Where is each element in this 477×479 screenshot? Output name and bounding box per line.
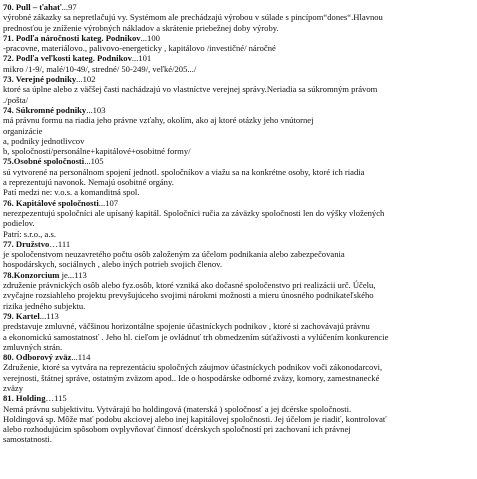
entry [3,352,471,393]
entry-title: 79. Kartel [3,310,40,321]
entry-text-line: je spoločenstvom neuzavretého počtu osôb založeným za účelom podnikania alebo zabezpečovania [3,249,345,260]
entry-text-line: Holdingová sp. Môže mať podobu akciovej alebo inej kapitálovej spoločnosti. Jej účelom je riadiť, kontrolovať [3,413,387,424]
entry-title: 81. Holding [3,393,46,404]
entry-page-ref: ...97 [61,2,77,12]
entry-text-line: združenie právnických osôb alebo fyz.osôb, ktoré vzniká ako dočasné spoločenstvo pri realizácii urč. Účelu, [3,280,376,291]
entry-text-line: organizácie [3,125,43,136]
entry-text-line: samostatnosti. [3,434,52,445]
entry-page-ref: je...113 [59,269,87,280]
entry-heading [3,270,471,280]
entry [3,105,471,156]
entry-title: 76. Kapitálové spoločnosti [3,197,99,208]
entry-body [3,167,471,198]
entry-heading [3,2,471,12]
entry-title: 80. Odborový zväz [3,352,72,363]
entry-text-line: ./pošta/ [3,94,29,105]
entry-page-ref: …115 [45,393,67,404]
entry-body [3,404,471,445]
entry-body [3,84,471,105]
entry-heading [3,352,471,362]
entry-body [3,43,471,53]
entry-title: 70. Pull – ťahať [3,2,62,12]
entry-page-ref: ...114 [71,352,91,363]
entry-page-ref: ...102 [76,74,96,85]
entry-body [3,64,471,74]
entry [3,270,471,311]
entry-text-line: rizika jedného subjektu. [3,300,86,311]
entry-page-ref: ...101 [131,53,152,64]
entry-text-line: a ekonomickú samostatnosť . Jeho hl. cieľom je ovládnuť trh obmedzením súťaživosti a vylúčením konkurencie [3,331,389,342]
entry-title: 78.Konzorcium [3,269,60,280]
entry [3,33,471,54]
entry-heading [3,198,471,208]
entry-body [3,280,471,311]
entry-text-line: hospodárskych, sociálnych , alebo iných potrieb svojich členov. [3,259,223,270]
entry-title: 71. Podľa náročnosti kateg. Podnikov [3,32,141,43]
entry-text-line: zväzy [3,382,24,393]
entry-text-line: a reprezentujú navonok. Nemajú osobitné orgány. [3,177,174,188]
entry-text-line: verejnosti, štátnej správe, ostatným zväzom apod.. Ide o hospodárske odborné zväzy, komory, zamestnanecké [3,372,380,383]
entry-text-line: prednosťou je zníženie výrobných nákladov a skrátenie priebežnej doby výroby. [3,22,279,33]
entry-title: 72. Podľa veľkosti kateg. Podnikov [3,53,132,64]
entry-text-line: -pracovne, materiálovo., palivovo-energeticky , kapitálovo /investičné/ náročné [3,43,276,54]
entry-text-line: alebo rozhodujúcim spôsobom ovplyvňovať činnosť dcérskych spoločností pri zachovaní ich právnej [3,424,351,435]
entry-heading [3,156,471,166]
entry-page-ref: ...100 [140,32,160,43]
entry-body [3,321,471,352]
entry [3,53,471,74]
entry-heading [3,393,471,403]
entry [3,311,471,352]
entry-page-ref: ...107 [98,197,119,208]
entry-text-line: výrobné zákazky sa nepretlačujú vy. Systémom ale prechádzajú výrobou v súlade s pincípom“dones“.Hlavnou [3,12,383,23]
entry-text-line: Nemá právnu subjektivitu. Vytvárajú ho holdingová (materská ) spoločnosť a jej dcérske spoločnosti. [3,403,352,414]
entry-title: 73. Verejné podniky [3,74,77,85]
entry-text-line: zmluvných strán. [3,341,63,352]
entry-page-ref: ...113 [39,310,59,321]
entry-text-line: zvyčajne rozsiahleho projektu prevyšujúceho svojimi nárokmi možnosti a mieru únosného podnikateľského [3,290,374,301]
entry-title: 77. Družstvo [3,238,50,249]
entry-text-line: Združenie, ktoré sa vytvára na reprezentáciu spoločných záujmov účastníckych podnikov voči zákonodarcovi, [3,362,383,373]
entry-heading [3,239,471,249]
entry-body [3,12,471,33]
entry-text-line: nerezpezentujú spoločníci ale upísaný kapitál. Spoločníci ručia za záväzky spoločnosti len do výšky vložených [3,207,385,218]
entry-title: 74. Súkromné podniky [3,104,87,115]
entry [3,156,471,197]
entry-title: 75.Osobné spoločnosti [3,156,85,167]
entry-text-line: sú vytvorené na personálnom spojení jednotl. spoločníkov a viažu sa na konkrétne osoby, ktoré ich riadia [3,166,365,177]
entry [3,239,471,270]
entry-page-ref: ...103 [86,104,106,115]
entry [3,74,471,105]
entry-text-line: predstavuje zmluvné, väčšinou horizontálne spojenie účastníckych podnikov , ktoré si zachovávajú právnu [3,321,370,332]
entry-text-line: mikro /1-9/, malé/10-49/, stredné/ 50-249/, veľké/205.../ [3,63,197,74]
entry-heading [3,105,471,115]
entry [3,2,471,33]
entry-text-line: Patrí: s.r.o., a.s. [3,228,56,239]
entry-heading [3,53,471,63]
entry-body [3,115,471,156]
entry [3,393,471,444]
entry-text-line: podielov. [3,218,35,229]
entry-heading [3,74,471,84]
entry-text-line: ktoré sa úplne alebo z väčšej časti nachádzajú vo vlastníctve verejnej správy.Neriadia sa súkromným právom [3,84,378,95]
entry-body [3,362,471,393]
entry-heading [3,311,471,321]
entry-body [3,208,471,239]
entry-text-line: Patí medzi ne: v.o.s. a komanditná spol. [3,187,140,198]
entry-text-line: a, podniky jednotlivcov [3,135,85,146]
entry-body [3,249,471,270]
entry-page-ref: …111 [49,238,71,249]
entry [3,198,471,239]
entry-page-ref: ...105 [84,156,104,167]
entry-text-line: má právnu formu na riadia jeho právne vzťahy, okolím, ako aj ktoré otázky jeho vnútornej [3,115,314,126]
entry-text-line: b, spoločnosti/personálne+kapitálové+osobitné formy/ [3,146,191,157]
entry-heading [3,33,471,43]
